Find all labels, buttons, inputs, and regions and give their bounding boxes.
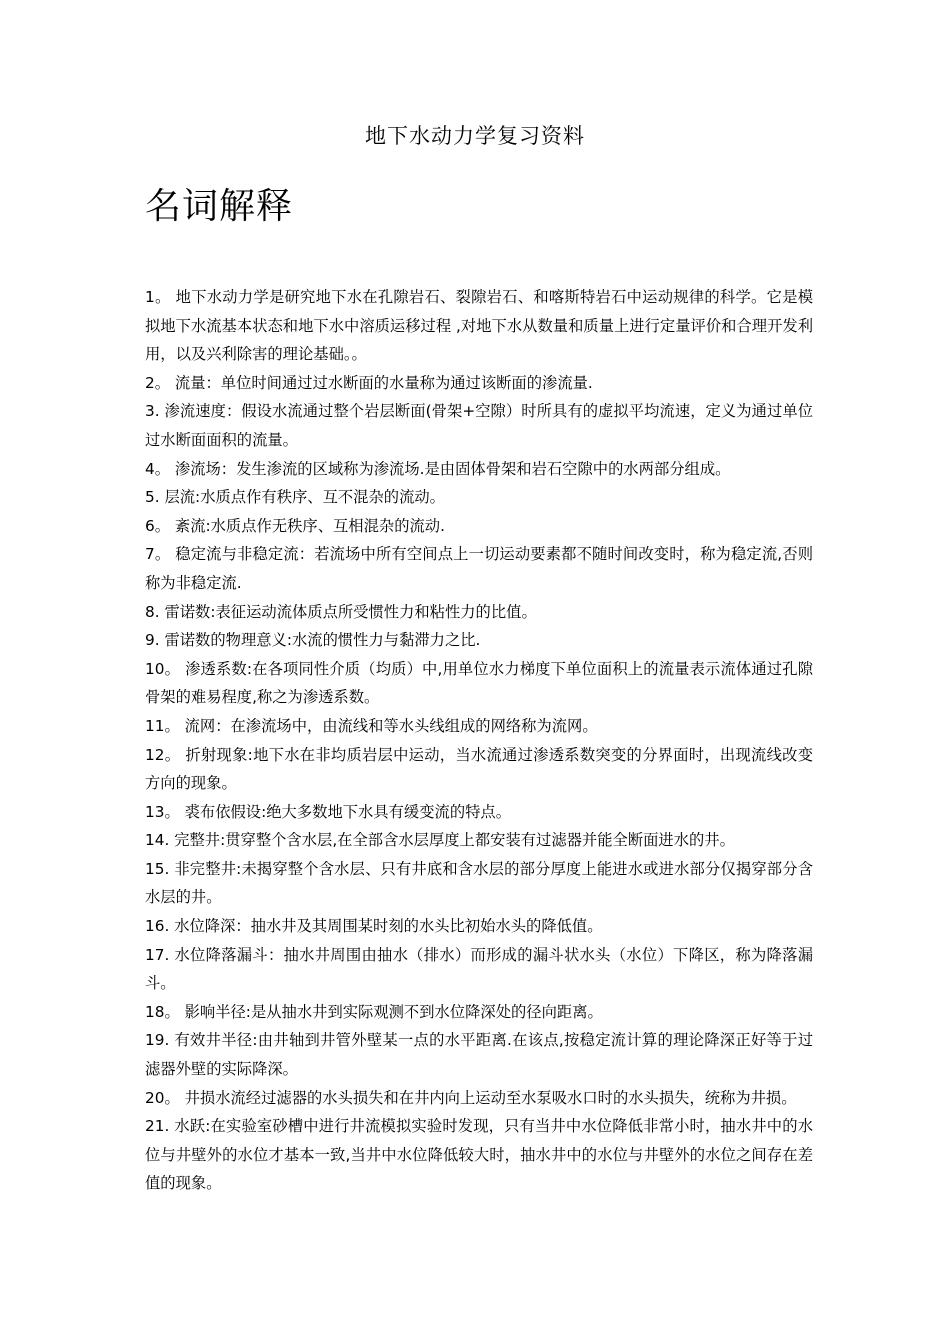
definition-item: 20。 井损水流经过滤器的水头损失和在井内向上运动至水泵吸水口时的水头损失，统称为井损。: [145, 1088, 797, 1107]
definition-item: 9. 雷诺数的物理意义:水流的惯性力与黏滞力之比.: [145, 631, 481, 650]
document-title: 地下水动力学复习资料: [365, 124, 585, 148]
definition-item: 2。 流量：单位时间通过过水断面的水量称为通过该断面的渗流量.: [145, 373, 593, 392]
definition-list: [145, 283, 813, 1198]
definition-item: 13。 裘布依假设:绝大多数地下水具有缓变流的特点。: [145, 802, 512, 821]
definition-item: 12。 折射现象:地下水在非均质岩层中运动，当水流通过渗透系数突变的分界面时，出现流线改变方向的现象。: [145, 745, 813, 793]
definition-item: 11。 流网：在渗流场中，由流线和等水头线组成的网络称为流网。: [145, 716, 598, 735]
definition-item: 8. 雷诺数:表征运动流体质点所受惯性力和粘性力的比值。: [145, 602, 537, 621]
definition-item: 14. 完整井:贯穿整个含水层,在全部含水层厚度上都安装有过滤器并能全断面进水的井。: [145, 831, 735, 850]
definition-item: 17. 水位降落漏斗：抽水井周围由抽水（排水）而形成的漏斗状水头（水位）下降区，称为降落漏斗。: [145, 945, 813, 993]
definition-item: 7。 稳定流与非稳定流：若流场中所有空间点上一切运动要素都不随时间改变时，称为稳定流,否则称为非稳定流.: [145, 545, 813, 592]
definition-item: 5. 层流:水质点作有秩序、互不混杂的流动。: [145, 488, 445, 507]
definition-item: 19. 有效井半径:由井轴到井管外壁某一点的水平距离.在该点,按稳定流计算的理论降深正好等于过滤器外壁的实际降深。: [145, 1031, 813, 1079]
definition-item: 21. 水跃:在实验室砂槽中进行井流模拟实验时发现，只有当井中水位降低非常小时，抽水井中的水位与井壁外的水位才基本一致,当井中水位降低较大时，抽水井中的水位与井壁外的水位之间存在差值的现象。: [145, 1117, 813, 1193]
definition-item: 10。 渗透系数:在各项同性介质（均质）中,用单位水力梯度下单位面积上的流量表示流体通过孔隙骨架的难易程度,称之为渗透系数。: [145, 659, 813, 707]
definition-item: 6。 紊流:水质点作无秩序、互相混杂的流动.: [145, 516, 445, 535]
definition-item: 3. 渗流速度：假设水流通过整个岩层断面(骨架+空隙）时所具有的虚拟平均流速，定义为通过单位过水断面面积的流量。: [145, 402, 813, 449]
definition-item: 18。 影响半径:是从抽水井到实际观测不到水位降深处的径向距离。: [145, 1002, 603, 1021]
definition-item: 1。 地下水动力学是研究地下水在孔隙岩石、裂隙岩石、和喀斯特岩石中运动规律的科学。它是模拟地下水流基本状态和地下水中溶质运移过程 ,对地下水从数量和质量上进行定量评价和合理开发利用，以及兴利除害的理论基础。。: [145, 288, 813, 364]
definition-item: 16. 水位降深：抽水井及其周围某时刻的水头比初始水头的降低值。: [145, 917, 603, 936]
definition-item: 15. 非完整井:未揭穿整个含水层、只有井底和含水层的部分厚度上能进水或进水部分仅揭穿部分含水层的井。: [145, 859, 813, 907]
definition-item: 4。 渗流场：发生渗流的区域称为渗流场.是由固体骨架和岩石空隙中的水两部分组成。: [145, 459, 731, 478]
section-heading: 名词解释: [145, 186, 294, 227]
